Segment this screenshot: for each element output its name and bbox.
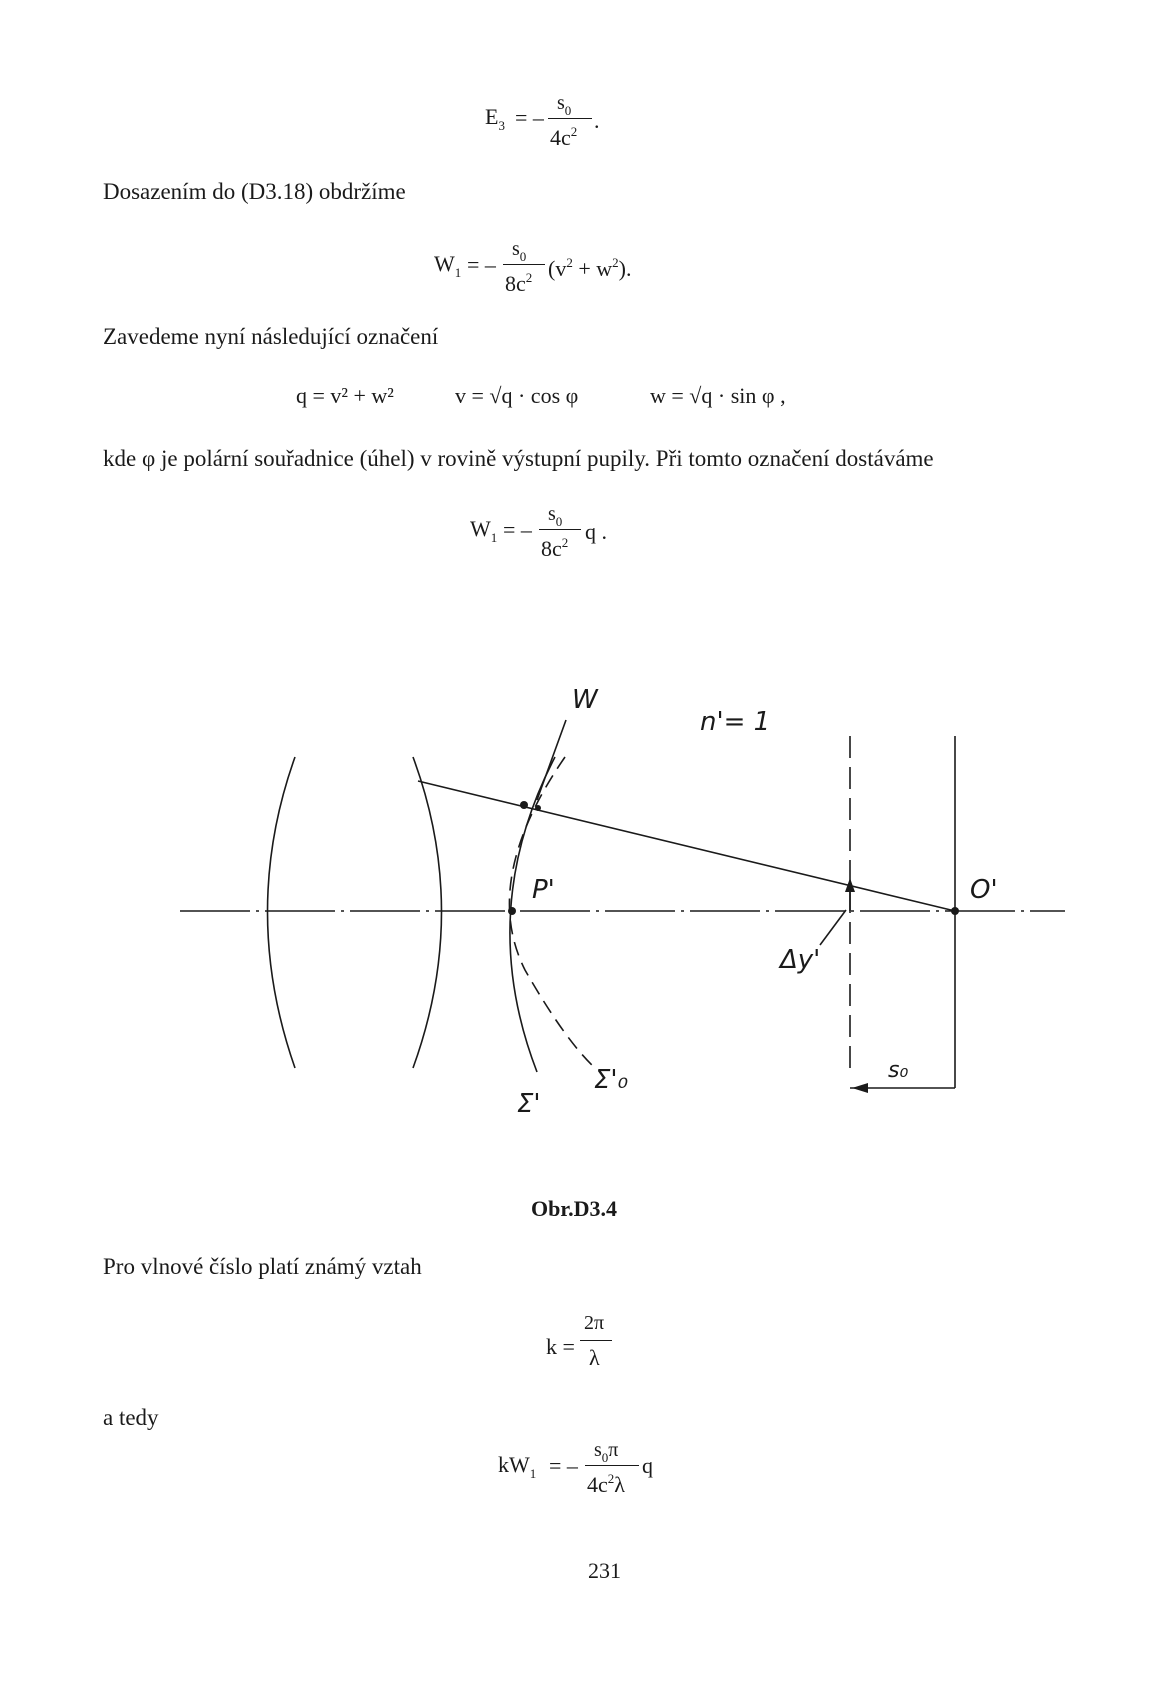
eq-kw1-den-lambda: λ [614, 1472, 625, 1497]
paragraph-3: kde φ je polární souřadnice (úhel) v rovině výstupní pupily. Při tomto označení dostáváme [103, 446, 934, 471]
eq-w1a-tail-a: (v [548, 256, 567, 281]
label-n-prime: n'= 1 [700, 707, 771, 737]
point-p-prime [508, 907, 516, 915]
eq-w1b-tail: q . [585, 519, 607, 544]
eq-e3-sign: = – [515, 105, 544, 130]
eq-kw1-tail: q [642, 1453, 653, 1478]
eq-e3-tail: . [594, 108, 600, 133]
eq-e3-num-sub: 0 [564, 103, 572, 118]
eq-def-v: v = √q · cos φ [455, 383, 579, 408]
leader-w [537, 720, 566, 800]
eq-def-w: w = √q · sin φ , [650, 383, 786, 408]
eq-kw1-num [594, 1439, 618, 1466]
eq-w1b-lhs-sub: 1 [490, 530, 498, 545]
eq-kw1-lhs-sub: 1 [529, 1466, 537, 1481]
eq-w1a-sign: = – [467, 252, 496, 277]
lens-left-surface [268, 757, 296, 1068]
eq-w1b-sign: = – [503, 517, 532, 542]
eq-w1b-den-text: 8c [541, 536, 562, 561]
eq-kw1-fraction-bar [585, 1465, 639, 1466]
eq-w1b-den-sup: 2 [561, 535, 569, 550]
eq-kw1-sign: = – [549, 1453, 578, 1478]
eq-w1b-lhs-letter: W [470, 516, 491, 541]
eq-kw1-den-text: 4c [587, 1472, 608, 1497]
eq-kw1-lhs-text: kW [498, 1452, 530, 1477]
eq-k-fraction-bar [580, 1340, 612, 1341]
point-o-prime [951, 907, 959, 915]
paragraph-1: Dosazením do (D3.18) obdržíme [103, 179, 406, 204]
point-wavefront [520, 801, 528, 809]
label-sigma-0: Σ'₀ [594, 1065, 628, 1095]
lens-right-surface [413, 757, 442, 1068]
eq-w1b-num-sub: 0 [555, 514, 563, 529]
eq-w1a-num-s: s [512, 238, 520, 260]
page-number: 231 [588, 1558, 621, 1583]
ray-line [418, 781, 955, 911]
eq-kw1-num-pi: π [608, 1439, 619, 1461]
eq-kw1-num-s: s [594, 1439, 602, 1461]
label-delta-y: Δy' [780, 945, 821, 975]
eq-kw1-den [587, 1472, 625, 1496]
label-sigma: Σ' [517, 1089, 541, 1119]
point-reference [535, 805, 541, 811]
s0-arrowhead [852, 1083, 868, 1093]
eq-w1a-den-text: 8c [505, 271, 526, 296]
figure-caption: Obr.D3.4 [531, 1196, 617, 1221]
paragraph-5: a tedy [103, 1405, 159, 1430]
label-o-prime: O' [970, 875, 998, 905]
label-p-prime: P' [532, 875, 555, 905]
eq-e3-lhs-letter: E [485, 104, 499, 129]
eq-e3-num-s: s [557, 92, 565, 114]
leader-delta-y [820, 910, 846, 945]
eq-w1a-num-sub: 0 [519, 249, 527, 264]
paragraph-2: Zavedeme nyní následující označení [103, 324, 439, 349]
eq-kw1-lhs [498, 1454, 536, 1480]
eq-kw1-den-sup: 2 [607, 1471, 615, 1486]
paragraph-4: Pro vlnové číslo platí známý vztah [103, 1254, 422, 1279]
eq-w1a-lhs-sub: 1 [454, 265, 462, 280]
eq-w1a-lhs-letter: W [434, 251, 455, 276]
eq-w1b-num-s: s [548, 503, 556, 525]
eq-w1a-tail-c: ). [618, 256, 632, 281]
eq-e3-den-text: 4c [550, 125, 571, 150]
eq-w1a-tail-b: + w [572, 256, 613, 281]
eq-def-q: q = v² + w² [296, 383, 394, 408]
eq-kw1-num-sub: 0 [601, 1450, 609, 1465]
eq-k-num: 2π [584, 1312, 605, 1334]
eq-e3-den-sup: 2 [570, 124, 578, 139]
eq-k-lhs: k = [546, 1334, 575, 1359]
label-s0: s₀ [888, 1058, 909, 1083]
label-w: W [572, 685, 598, 715]
eq-w1a-tail: $(v^2 + w^2)$. [548, 255, 632, 281]
eq-w1a-den-sup: 2 [525, 270, 533, 285]
eq-k-den: λ [589, 1345, 600, 1370]
eq-e3-lhs-sub: 3 [498, 118, 505, 133]
